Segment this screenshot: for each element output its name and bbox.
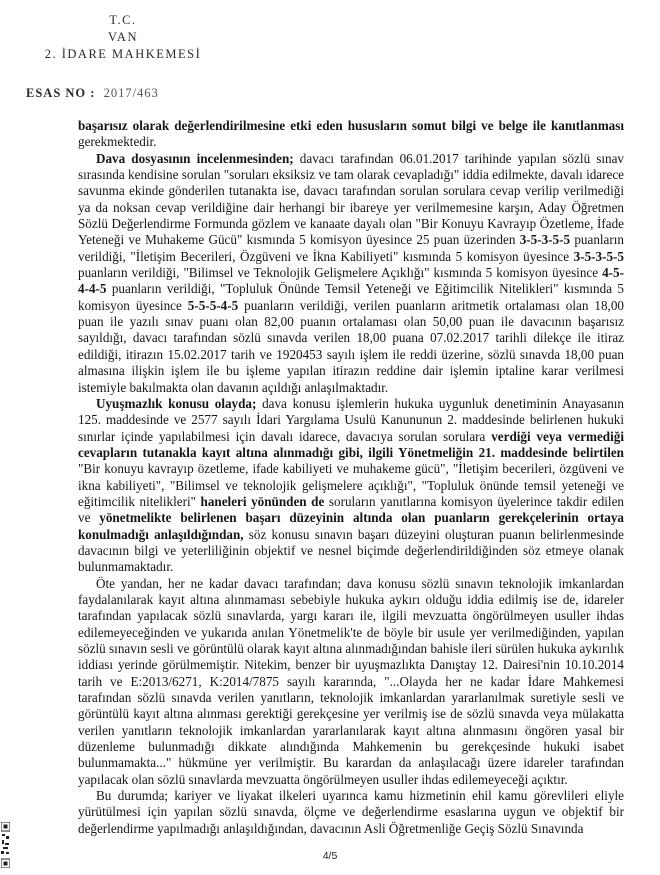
text-segment: puanların verildiği, "Bilimsel ve Teknolojik Gelişmelere Açıklığı" kısmında 5 komisyon üyesince [78, 265, 603, 281]
emphasized-text: 3-5-3-5-5 [573, 248, 624, 264]
emphasized-text: verdiği veya vermediği cevapların tutanakla kayıt altına alınmadığı gibi, ilgili Yönetmeliğin 21. maddesinde belirtilen [78, 428, 624, 460]
paragraph-5 [78, 788, 624, 837]
text-segment: Bu durumda; kariyer ve liyakat ilkeleri uyarınca kamu hizmetinin ehil kamu görevlileri eliyle yürütülmesi için yapılan sözlü sınavda, ölçme ve değerlendirme esaslarına uygun ve objektif bir değerlendirme yapılmadığı anlaşıldığından, davacının Asli Öğretmenliğe Geçiş Sözlü Sınavında [78, 788, 624, 836]
emphasized-text: 5-5-5-4-5 [187, 297, 239, 313]
barcode-icon [1, 822, 10, 868]
text-segment: puanların verildiği, "Topluluk Önünde Temsil Yeteneği ve Eğitimcilik Nitelikleri" kısmında 5 komisyon üyesince [78, 281, 624, 313]
text-segment: davacı tarafından 06.01.2017 tarihinde yapılan sözlü sınav sırasında kendisine sorulan "soruları eksiksiz ve tam olarak cevapladığı" iddia edilmekte, davalı idarece savunma ekinde gönderilen tutanakta ise, davacı tarafından sorulan sorulara cevap verilip verilmediği ya da noksan cevap verildiğine dair herhangi bir ibareye yer verilmemesine karşın, Aday Öğretmen Sözlü Değerlendirme Formunda gözlem ve kanaate dayalı olan "Bir Konuyu Kavrayıp Özetleme, İfade Yeteneği ve Muhakeme Gücü" kısmında 5 komisyon üyesince 25 puan üzerinden [78, 150, 624, 248]
text-segment: soruların yanıtlarına komisyon üyelerince takdir edilen ve [78, 493, 624, 526]
text-segment: gerekmektedir. [78, 134, 157, 150]
header-line-tc: T.C. [109, 13, 137, 27]
emphasized-text: yönetmelikte belirlenen başarı düzeyinin altında olan puanların gerekçelerinin ortaya konulmadığı anlaşıldığından, [78, 510, 624, 542]
page-number: 4/5 [322, 850, 338, 862]
case-number-value: 2017/463 [103, 86, 159, 100]
emphasized-text: Uyuşmazlık konusu olayda; [96, 395, 257, 411]
paragraph-3 [78, 396, 624, 576]
emphasized-text: haneleri yönünden de [200, 493, 325, 509]
court-header [28, 12, 218, 63]
paragraph-1 [78, 118, 624, 151]
emphasized-text: 3-5-3-5-5 [519, 232, 571, 248]
text-segment: "Bir konuyu kavrayıp özetleme, ifade kabiliyeti ve muhakeme gücü", "İletişim becerileri, özgüveni ve ikna kabiliyeti", "Bilimsel ve teknolojik gelişmelere açıklığı", "Topluluk önünde temsil yeteneği ve eğitimcilik nitelikleri" [78, 461, 624, 509]
text-segment: dava konusu işlemlerin hukuka uygunluk denetiminin Anayasanın 125. maddesinde ve 2577 sayılı İdari Yargılama Usulü Kanununun 2. maddesinde belirlenen hukuki sınırlar içinde yapılabilmesi için davalı idarece, davacıya sorulan sorulara [78, 395, 624, 444]
header-line-city: VAN [108, 30, 138, 44]
header-line-court: 2. İDARE MAHKEMESİ [44, 47, 202, 61]
text-segment: puanların verildiği, "İletişim Becerileri, Özgüveni ve İkna Kabiliyeti" kısmında 5 komisyon üyesince [78, 232, 624, 264]
text-segment: Öte yandan, her ne kadar davacı tarafından; dava konusu sözlü sınavın teknolojik imkanlardan faydalanılarak kayıt altına alınmaması sebebiyle hukuka aykırı olduğu iddia edilmiş ise de, idareler tarafından yapılacak sözlü sınavlarda, yargı kararı ile, ilgili mevzuatta öngörülmeyen usuller ihdas edilemeyeceğinden ve yukarıda anılan Yönetmelik'te de böyle bir usule yer verilmediğinden, yapılan sözlü sınavın sesli ve görüntülü olarak kayıt altına alınmadığından bahisle ileri sürülen hukuka aykırılık iddiası yerinde görülmemiştir. Nitekim, benzer bir uyuşmazlıkta Danıştay 12. Dairesi'nin 10.10.2014 tarih ve E:2013/6271, K:2014/7875 sayılı kararında, "...Olayda her ne kadar İdare Mahkemesi tarafından sözlü sınavda verilen yanıtların, teknolojik imkanlardan yararlanılmak suretiyle sesli ve görüntülü kayıt altına alınması gerektiği gerekçesine yer verilmiş ise de sözlü sınavda veya mülakatta verilen yanıtların teknolojik imkanlardan yararlanılarak kayıt altına alınmasını öngören yasal bir düzenleme bulunmadığı dikkate alındığında Mahkemenin bu gerekçesinde hukuki isabet bulunmamakta..." hükmüne yer verilmiştir. Bu karardan da anlaşılacağı üzere idareler tarafından yapılacak olan sözlü sınavlarda mevzuatta öngörülmeyen usuller ihdas edilemeyeceği açıktır. [78, 575, 624, 787]
case-number-label: ESAS NO : [26, 86, 96, 100]
emphasized-text: Dava dosyasının incelenmesinden; [96, 150, 294, 166]
text-segment: puanların verildiği, verilen puanların aritmetik ortalaması olan 18,00 puan ile yazılı sınav puanı olan 82,00 puanın ortalaması olan 50,00 puan ile davacının başarısız sayıldığı, davacı tarafından sözlü sınavda verilen 18,00 puana 07.02.2017 tarihli dilekçe ile itiraz edildiği, itirazın 15.02.2017 tarih ve 1920453 sayılı işlem ile reddi üzerine, sözlü sınavda 18,00 puan almasına ilişkin işlem ile bu işleme yapılan itirazın reddine dair işlemin iptaline karar verilmesi istemiyle bakılmakta olan davanın açıldığı anlaşılmaktadır. [78, 297, 624, 395]
paragraph-2 [78, 151, 624, 396]
text-segment: söz konusu sınavın başarı düzeyini oluşturan puanın belirlenmesinde davacının bilgi ve yeterliliğinin objektif ve nesnel biçimde değerlendirildiğinden söz etmeye olanak bulunmamaktadır. [78, 526, 624, 575]
document-body [78, 118, 624, 837]
paragraph-4 [78, 576, 624, 788]
emphasized-text: 4-5-4-4-5 [78, 265, 624, 297]
emphasized-text: başarısız olarak değerlendirilmesine etki eden hususların somut bilgi ve belge ile kanıtlanması [78, 118, 624, 133]
case-number [26, 86, 159, 101]
